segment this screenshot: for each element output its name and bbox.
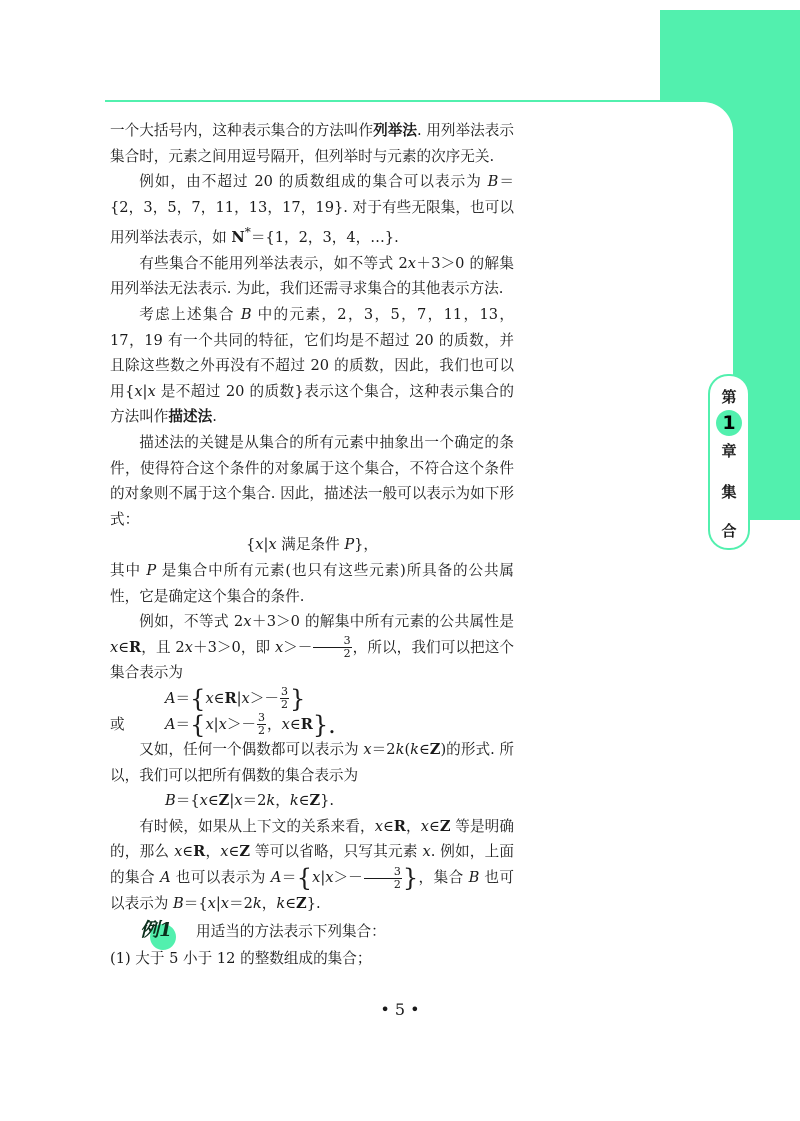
paragraph-5: 描述法的关键是从集合的所有元素中抽象出一个确定的条件，使得符合这个条件的对象属于这个集合，不符合这个条件的对象则不属于这个集合. 因此，描述法一般可以表示为如下形式： (110, 433, 514, 528)
fraction-3-2: $\frac{3}{2}$ (313, 635, 351, 660)
paragraph-9: 有时候，如果从上下文的关系来看，x∈R，x∈Z 等是明确的，那么 x∈R，x∈Z 等可以省略，只写其元素 x. 例如，上面的集合 A 也可以表示为 A＝{x|x＞－ $\frac{3}{2}$ }，集合 B 也可以表示为 B＝{x|x＝2k，k∈Z}. (110, 817, 515, 912)
fraction-3-2: $\frac{3}{2}$ (280, 685, 288, 712)
chapter-tab (708, 374, 750, 550)
formula-general-form: {x|x 满足条件 P}， (245, 536, 379, 554)
paragraph-7: 例如，不等式 2x＋3＞0 的解集中所有元素的公共属性是 x∈R，且 2x＋3＞0，即 x＞－ $\frac{3}{2}$ ，所以，我们可以把这个集合表示为 (110, 613, 514, 682)
example-header (110, 918, 514, 946)
term-enumeration-method: 列举法 (373, 122, 417, 139)
chapter-title (721, 481, 736, 541)
chapter-tab-zhang: 章 (721, 442, 737, 460)
example-badge (140, 918, 178, 946)
example-1 (110, 918, 514, 972)
formula-set-a-2: 或 A＝{x|x＞－ $\frac{3}{2}$ ，x∈R}. (110, 710, 336, 739)
paragraph-1: 一个大括号内，这种表示集合的方法叫作列举法. 用列举法表示集合时，元素之间用逗号隔开，但列举时与元素的次序无关. (110, 122, 514, 165)
paragraph-6: 其中 P 是集合中所有元素(也只有这些元素)所具备的公共属性，它是确定这个集合的条件. (110, 561, 515, 605)
paragraph-3: 有些集合不能用列举法表示，如不等式 2x＋3＞0 的解集用列举法无法表示. 为此，我们还需寻求集合的其他表示方法. (110, 254, 514, 298)
main-text (110, 118, 514, 916)
example-title: 用适当的方法表示下列集合： (196, 923, 386, 941)
chapter-tab-di: 第 (721, 388, 737, 406)
header-rule (105, 100, 665, 102)
example-badge-label: 例1 (140, 919, 173, 941)
fraction-3-2: $\frac{3}{2}$ (258, 711, 266, 738)
paragraph-8: 又如，任何一个偶数都可以表示为 x＝2k(k∈Z)的形式. 所以，我们可以把所有偶数的集合表示为 (110, 741, 515, 784)
chapter-title-char-2: 合 (721, 522, 737, 540)
page-number: • 5 • (380, 1000, 420, 1019)
example-item-1: (1) 大于 5 小于 12 的整数组成的集合； (110, 950, 372, 967)
formula-set-a-1: A＝{x∈R|x＞－ $\frac{3}{2}$ } (165, 684, 306, 713)
paragraph-4: 考虑上述集合 B 中的元素，2，3，5，7，11，13，17，19 有一个共同的特征，它们均是不超过 20 的质数，并且除这些数之外再没有不超过 20 的质数，因此，我们也可以用{x|x 是不超过 20 的质数}表示这个集合，这种表示集合的方法叫作描述法. (110, 306, 515, 426)
term-description-method: 描述法 (168, 408, 213, 426)
formula-set-b: B＝{x∈Z|x＝2k，k∈Z}. (165, 792, 335, 810)
fraction-3-2: $\frac{3}{2}$ (364, 866, 402, 891)
chapter-title-char-1: 集 (721, 483, 737, 501)
paragraph-2: 例如，由不超过 20 的质数组成的集合可以表示为 B＝{2，3，5，7，11，13，17，19}. 对于有些无限集，也可以用列举法表示，如 N*＝{1，2，3，4，…}. (110, 173, 514, 247)
chapter-number-badge: 1 (716, 410, 742, 436)
